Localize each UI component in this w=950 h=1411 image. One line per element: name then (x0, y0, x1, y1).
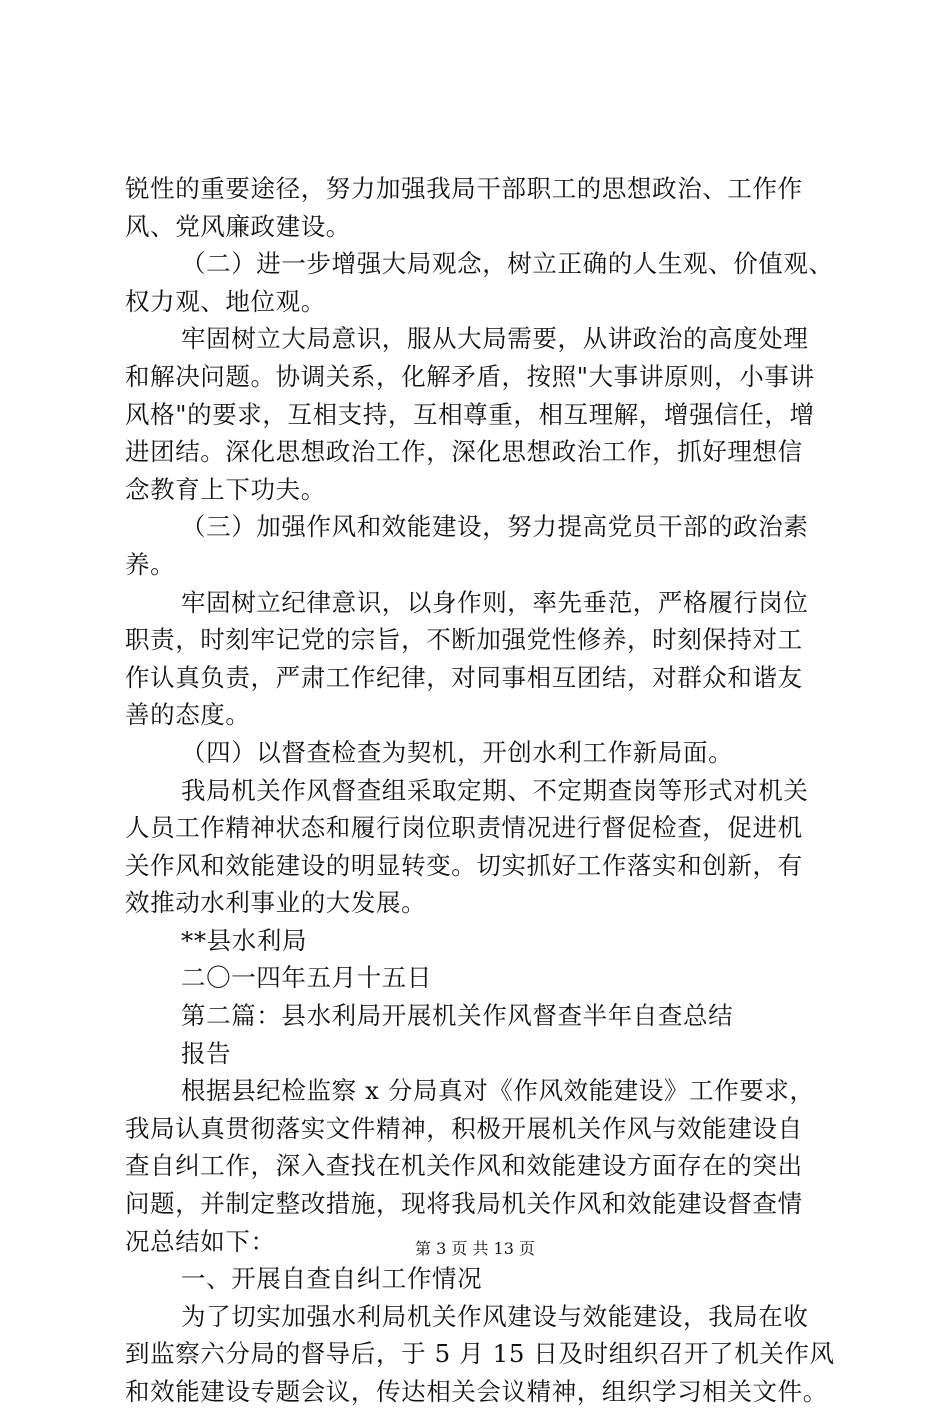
document-body (125, 170, 840, 1411)
text-line: 根据县纪检监察 x 分局真对《作风效能建设》工作要求， (181, 1076, 815, 1106)
text-line: 我局机关作风督查组采取定期、不定期查岗等形式对机关 (181, 775, 809, 805)
text-line: 人员工作精神状态和履行岗位职责情况进行督促检查，促进机 (125, 813, 803, 843)
text-line: 为了切实加强水利局机关作风建设与效能建设，我局在收 (181, 1301, 809, 1331)
text-line: 和效能建设专题会议，传达相关会议精神，组织学习相关文件。 (125, 1377, 828, 1406)
text-line: （二）进一步增强大局观念，树立正确的人生观、价值观、 (181, 249, 834, 279)
text-line: 职责，时刻牢记党的宗旨，不断加强党性修养，时刻保持对工 (125, 625, 803, 655)
text-line: 一、开展自查自纠工作情况 (181, 1264, 483, 1294)
text-line: 关作风和效能建设的明显转变。切实抓好工作落实和创新，有 (125, 850, 803, 880)
text-line: 养。 (125, 549, 176, 579)
text-line: 况总结如下： (125, 1226, 276, 1256)
text-line: 报告 (181, 1038, 232, 1068)
text-line: 牢固树立大局意识，服从大局需要，从讲政治的高度处理 (181, 324, 809, 354)
text-line: 查自纠工作，深入查找在机关作风和效能建设方面存在的突出 (125, 1151, 803, 1181)
text-line: **县水利局 (181, 925, 308, 955)
text-line: 牢固树立纪律意识，以身作则，率先垂范，严格履行岗位 (181, 587, 809, 617)
text-line: 锐性的重要途径，努力加强我局干部职工的思想政治、工作作 (125, 174, 803, 203)
text-line: （四）以督查检查为契机，开创水利工作新局面。 (181, 737, 734, 767)
text-line: 善的态度。 (125, 700, 251, 730)
text-line: 权力观、地位观。 (125, 286, 326, 316)
text-line: 第二篇：县水利局开展机关作风督查半年自查总结 (181, 1001, 734, 1031)
text-line: 念教育上下功夫。 (125, 474, 326, 504)
text-line: 到监察六分局的督导后，于 5 月 15 日及时组织召开了机关作风 (125, 1339, 835, 1369)
text-line: 效推动水利事业的大发展。 (125, 888, 427, 918)
text-line: 作认真负责，严肃工作纪律，对同事相互团结，对群众和谐友 (125, 662, 803, 692)
text-line: （三）加强作风和效能建设，努力提高党员干部的政治素 (181, 512, 809, 542)
text-line: 风、党风廉政建设。 (125, 211, 351, 241)
text-line: 问题，并制定整改措施，现将我局机关作风和效能建设督查情 (125, 1189, 803, 1219)
page-footer: 第 3 页 共 13 页 (415, 1239, 535, 1258)
text-line: 风格"的要求，互相支持，互相尊重，相互理解，增强信任，增 (125, 399, 815, 429)
text-line: 我局认真贯彻落实文件精神，积极开展机关作风与效能建设自 (125, 1113, 803, 1143)
text-line: 进团结。深化思想政治工作，深化思想政治工作，抓好理想信 (125, 437, 803, 467)
text-line: 二〇一四年五月十五日 (181, 963, 432, 993)
text-line: 和解决问题。协调关系，化解矛盾，按照"大事讲原则，小事讲 (125, 361, 815, 391)
